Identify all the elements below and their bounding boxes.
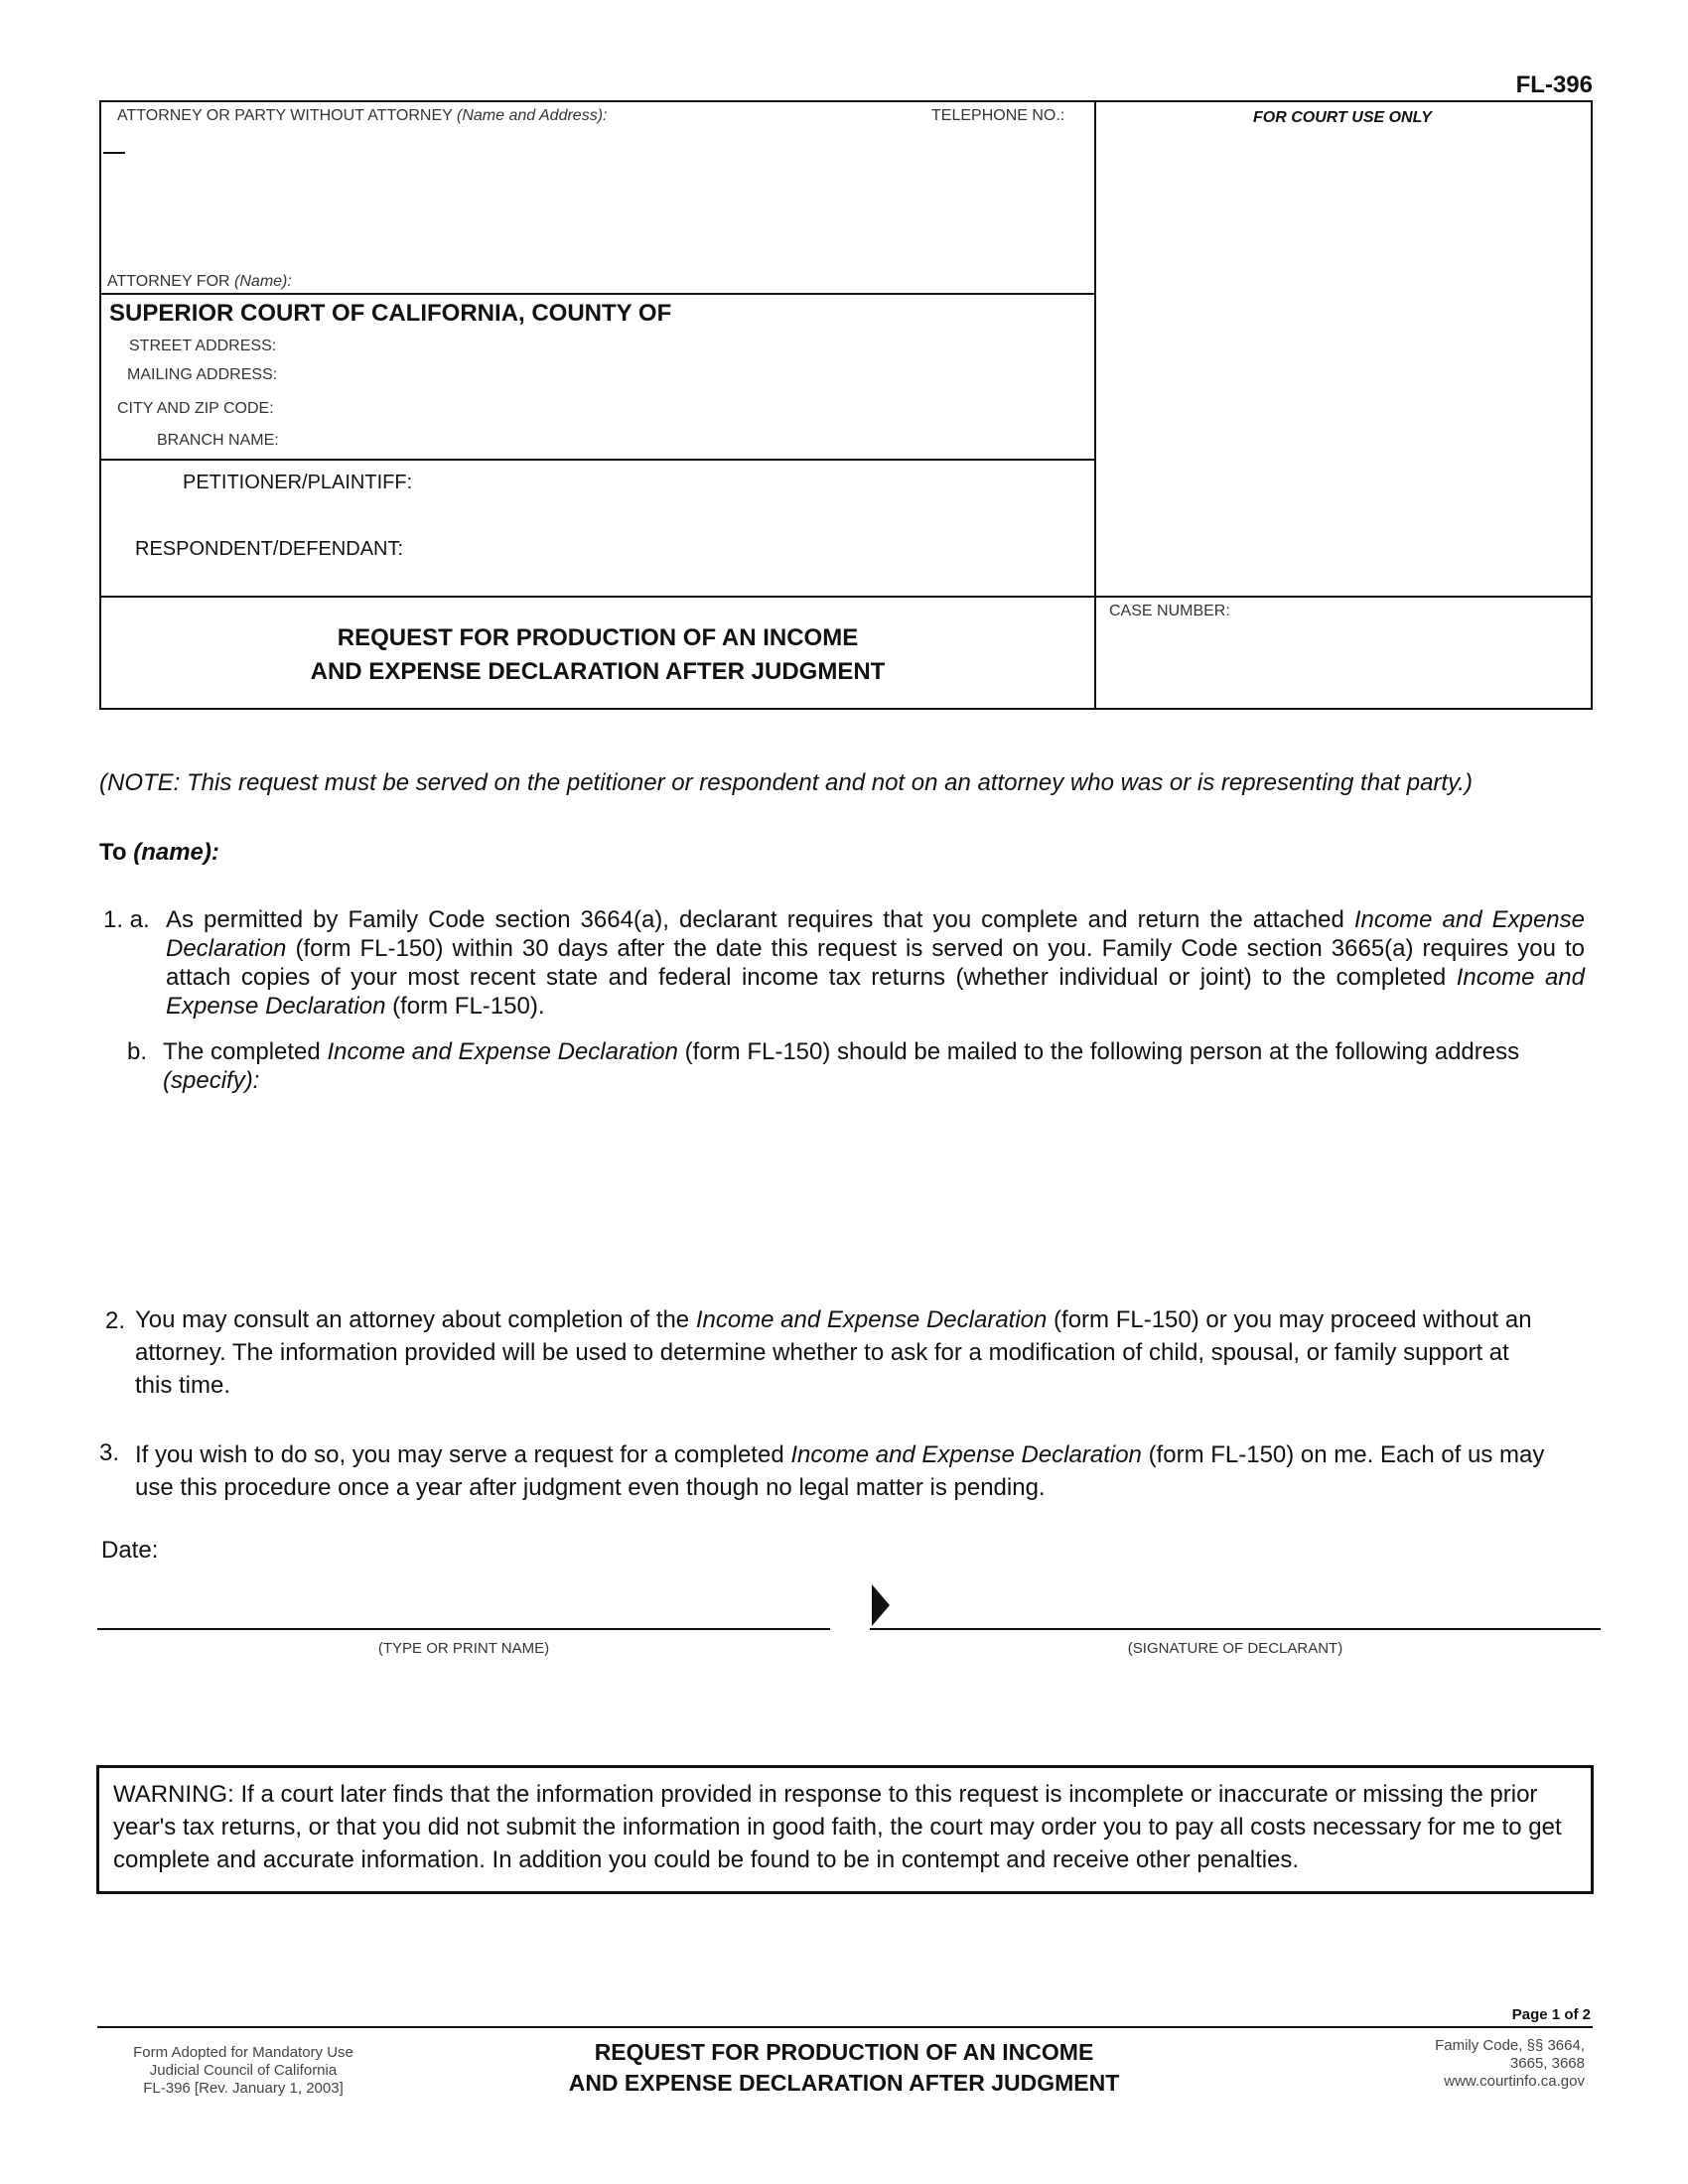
- petitioner-label: PETITIONER/PLAINTIFF:: [183, 472, 413, 493]
- item-2-form-name: Income and Expense Declaration: [695, 1306, 1048, 1333]
- parties-section-top: [99, 459, 1096, 461]
- item-1b-specify: (specify):: [163, 1067, 260, 1094]
- attorney-label: [117, 107, 607, 125]
- signature-arrow-icon: [870, 1582, 892, 1628]
- item-2-number: 2.: [105, 1307, 126, 1334]
- caption-box-divider: [1094, 100, 1096, 710]
- footer-title: [447, 2037, 1241, 2099]
- form-title: [101, 621, 1094, 689]
- date-label: Date:: [101, 1537, 159, 1564]
- attorney-for-label: [107, 273, 292, 291]
- item-2-part1: You may consult an attorney about completion of the: [135, 1306, 690, 1333]
- signature-line[interactable]: [870, 1628, 1601, 1630]
- item-1a-form-name-2: Income and Expense Declaration: [166, 964, 1585, 1020]
- family-code-line1: Family Code, §§ 3664,: [1435, 2037, 1585, 2054]
- footer-rule: [97, 2026, 1593, 2028]
- caption-box-left: [99, 100, 101, 710]
- footer-title-line1: REQUEST FOR PRODUCTION OF AN INCOME: [594, 2039, 1094, 2065]
- attorney-for-text: ATTORNEY FOR: [107, 273, 230, 290]
- item-3-part1: If you wish to do so, you may serve a request for a completed: [135, 1441, 784, 1468]
- item-1b-text: [163, 1037, 1523, 1095]
- dash-mark: [103, 152, 125, 154]
- court-section-top: [99, 293, 1096, 295]
- item-2-part2: (form FL-150) or you may proceed without an attorney. The information provided will be used to determine whether to ask for a modification of child, spousal, or family support at this time.: [135, 1306, 1532, 1399]
- signature-caption: (SIGNATURE OF DECLARANT): [1127, 1640, 1343, 1657]
- item-2-text: [135, 1303, 1545, 1402]
- to-name-label: [99, 839, 219, 867]
- city-zip-label: CITY AND ZIP CODE:: [117, 400, 274, 417]
- case-number-label: CASE NUMBER:: [1109, 603, 1230, 619]
- courtinfo-link[interactable]: www.courtinfo.ca.gov: [1444, 2073, 1585, 2090]
- item-1b-number: b.: [127, 1038, 148, 1065]
- form-adopted-block: [99, 2044, 387, 2098]
- attorney-label-suffix: (Name and Address):: [457, 107, 608, 124]
- mailing-address-label: MAILING ADDRESS:: [127, 366, 278, 383]
- item-3-number: 3.: [99, 1439, 120, 1466]
- name-caption: (TYPE OR PRINT NAME): [377, 1640, 550, 1657]
- title-section-top: [99, 596, 1593, 598]
- form-number: FL-396: [1515, 71, 1593, 98]
- form-title-line1: REQUEST FOR PRODUCTION OF AN INCOME: [337, 624, 859, 651]
- item-1b-form-name: Income and Expense Declaration: [327, 1038, 678, 1065]
- attorney-label-text: ATTORNEY OR PARTY WITHOUT ATTORNEY: [117, 107, 453, 124]
- to-label: To: [99, 839, 127, 866]
- telephone-label: TELEPHONE NO.:: [931, 107, 1065, 124]
- form-adopted-line2: Judicial Council of California: [149, 2062, 338, 2079]
- item-3-part2: (form FL-150) on me. Each of us may use this procedure once a year after judgment even though no legal matter is pending.: [135, 1441, 1545, 1501]
- item-1a-part1: As permitted by Family Code section 3664(a), declarant requires that you complete and return the attached: [166, 906, 1344, 933]
- attorney-for-suffix: (Name):: [234, 273, 292, 290]
- caption-box-right: [1591, 100, 1593, 710]
- item-1b-part1: The completed: [163, 1038, 321, 1065]
- item-3-form-name: Income and Expense Declaration: [790, 1441, 1142, 1468]
- footer-title-line2: AND EXPENSE DECLARATION AFTER JUDGMENT: [568, 2070, 1120, 2096]
- page-number: Page 1 of 2: [1511, 2006, 1591, 2023]
- family-code-block: [1360, 2037, 1585, 2091]
- form-adopted-line1: Form Adopted for Mandatory Use: [133, 2044, 353, 2061]
- court-title: SUPERIOR COURT OF CALIFORNIA, COUNTY OF: [109, 300, 672, 327]
- form-adopted-line3: FL-396 [Rev. January 1, 2003]: [143, 2080, 344, 2097]
- item-3-text: [135, 1438, 1565, 1504]
- caption-box-top: [99, 100, 1593, 102]
- item-1a-part3: (form FL-150).: [392, 993, 545, 1020]
- name-line[interactable]: [97, 1628, 830, 1630]
- court-use-label: FOR COURT USE ONLY: [1253, 109, 1432, 126]
- item-1a-text: [166, 905, 1585, 1021]
- item-1a-form-name: Income and Expense Declaration: [166, 906, 1585, 962]
- item-1a-part2: (form FL-150) within 30 days after the date this request is served on you. Family Code section 3665(a) requires you to attach copies of your most recent state and federal income tax returns (whether individual or joint) to the completed: [166, 935, 1586, 991]
- item-1a-number: 1. a.: [103, 906, 150, 933]
- item-1b-part2: (form FL-150) should be mailed to the following person at the following address: [684, 1038, 1520, 1065]
- family-code-line2: 3665, 3668: [1509, 2055, 1585, 2072]
- street-address-label: STREET ADDRESS:: [129, 338, 277, 354]
- caption-box-bottom: [99, 708, 1593, 710]
- to-name-italic: (name):: [133, 839, 219, 866]
- service-note: (NOTE: This request must be served on the petitioner or respondent and not on an attorney who was or is representing that party.): [99, 769, 1473, 796]
- branch-name-label: BRANCH NAME:: [157, 432, 279, 449]
- form-title-line2: AND EXPENSE DECLARATION AFTER JUDGMENT: [310, 658, 886, 685]
- respondent-label: RESPONDENT/DEFENDANT:: [135, 538, 404, 560]
- warning-text: WARNING: If a court later finds that the information provided in response to this request is incomplete or inaccurate or missing the prior year's tax returns, or that you did not submit the information in good faith, the court may order you to pay all costs necessary for me to get complete and accurate information. In addition you could be found to be in contempt and receive other penalties.: [113, 1781, 1562, 1873]
